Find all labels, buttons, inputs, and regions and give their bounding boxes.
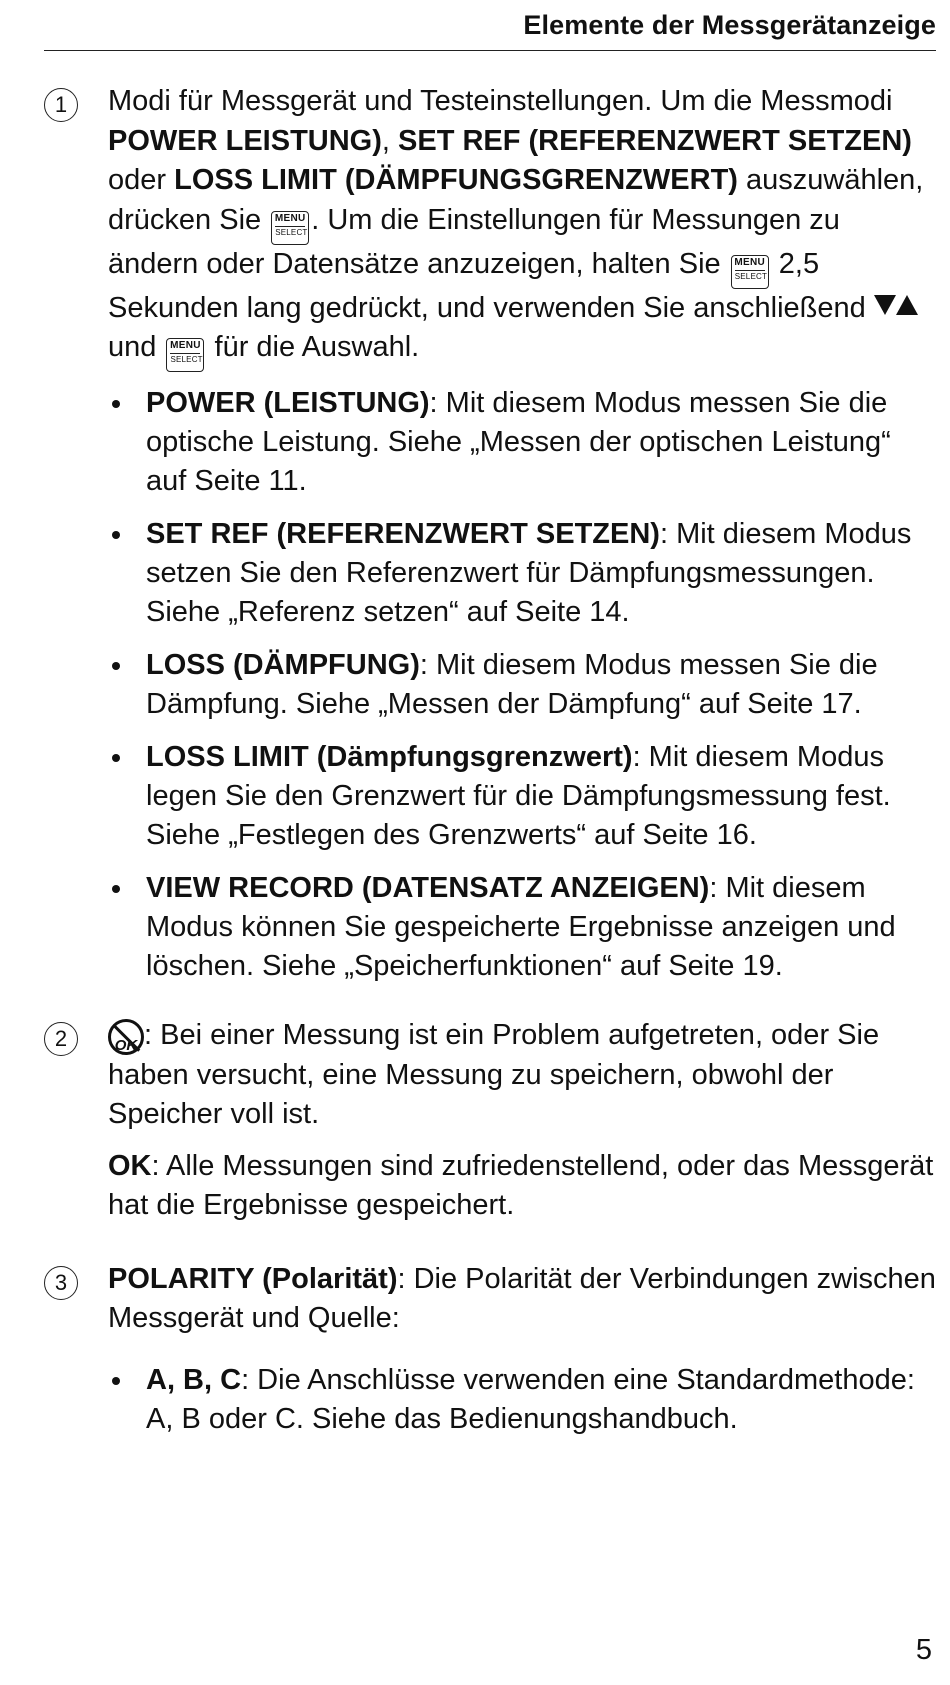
arrow-up-icon xyxy=(896,295,918,315)
list-item: A, B, C: Die Anschlüsse verwenden eine Standardmethode: A, B oder C. Siehe das Bedienungshandbuch. xyxy=(108,1361,936,1439)
callout-number-2: 2 xyxy=(44,1022,78,1056)
text-run: , xyxy=(381,124,399,157)
list-item: LOSS LIMIT (Dämpfungsgrenzwert): Mit diesem Modus legen Sie den Grenzwert für die Dämpfungsmessung fest. Siehe „Festlegen des Grenzwerts“ auf Seite 16. xyxy=(108,738,936,855)
list-item: VIEW RECORD (DATENSATZ ANZEIGEN): Mit diesem Modus können Sie gespeicherte Ergebnisse anzeigen und löschen. Siehe „Speicherfunktionen“ auf Seite 19. xyxy=(108,869,936,986)
list-item: SET REF (REFERENZWERT SETZEN): Mit diesem Modus setzen Sie den Referenzwert für Dämpfungsmessungen. Siehe „Referenz setzen“ auf Seite 14. xyxy=(108,515,936,632)
section-title: Elemente der Messgerätanzeige xyxy=(523,10,936,40)
text-run: oder xyxy=(108,164,175,196)
text-run: und xyxy=(108,331,165,363)
mode-power: POWER LEISTUNG) xyxy=(108,124,382,157)
item-2-fail-paragraph: OK : Bei einer Messung ist ein Problem aufgetreten, oder Sie haben versucht, eine Messung zu speichern, obwohl der Speicher voll ist. xyxy=(108,1019,880,1130)
item-3-paragraph: POLARITY (Polarität): Die Polarität der Verbindungen zwischen Messgerät und Quelle: xyxy=(108,1262,936,1334)
mode-list xyxy=(108,384,936,986)
fail-icon: OK xyxy=(108,1019,144,1055)
page-number: 5 xyxy=(915,1634,932,1666)
text-run: 2,5 Sekunden lang gedrückt, und verwenden Sie anschließend xyxy=(108,247,874,324)
callout-item-3 xyxy=(44,1260,936,1439)
callout-number-1: 1 xyxy=(44,88,78,122)
list-item: POWER (LEISTUNG): Mit diesem Modus messen Sie die optische Leistung. Siehe „Messen der optischen Leistung“ auf Seite 11. xyxy=(108,384,936,501)
callout-item-1 xyxy=(44,82,936,986)
text-run: auszuwählen, drücken Sie xyxy=(108,164,924,236)
menu-select-key-icon: MENU SELECT xyxy=(731,255,769,289)
text-run: Modi für Messgerät und Testeinstellungen. Um die Messmodi xyxy=(108,85,893,117)
item-2-ok-paragraph: OK: Alle Messungen sind zufriedenstellend, oder das Messgerät hat die Ergebnisse gespeichert. xyxy=(108,1149,934,1221)
menu-select-key-icon: MENU SELECT xyxy=(271,211,309,245)
callout-item-2 xyxy=(44,1016,936,1226)
text-run: . Um die Einstellungen für Messungen zu ändern oder Datensätze anzuzeigen, halten Sie xyxy=(108,203,840,280)
menu-select-key-icon: MENU SELECT xyxy=(166,338,204,372)
list-item: LOSS (DÄMPFUNG): Mit diesem Modus messen Sie die Dämpfung. Siehe „Messen der Dämpfung“ auf Seite 17. xyxy=(108,646,936,724)
page-content xyxy=(44,82,936,1453)
polarity-list xyxy=(108,1361,936,1439)
callout-number-3: 3 xyxy=(44,1266,78,1300)
item-1-paragraph xyxy=(108,82,936,372)
mode-set-ref: SET REF (REFERENZWERT SETZEN) xyxy=(398,124,912,157)
text-run: für die Auswahl. xyxy=(206,331,420,363)
arrow-down-icon xyxy=(874,295,896,315)
running-header xyxy=(44,0,936,51)
mode-loss-limit: LOSS LIMIT (DÄMPFUNGSGRENZWERT) xyxy=(174,164,738,196)
